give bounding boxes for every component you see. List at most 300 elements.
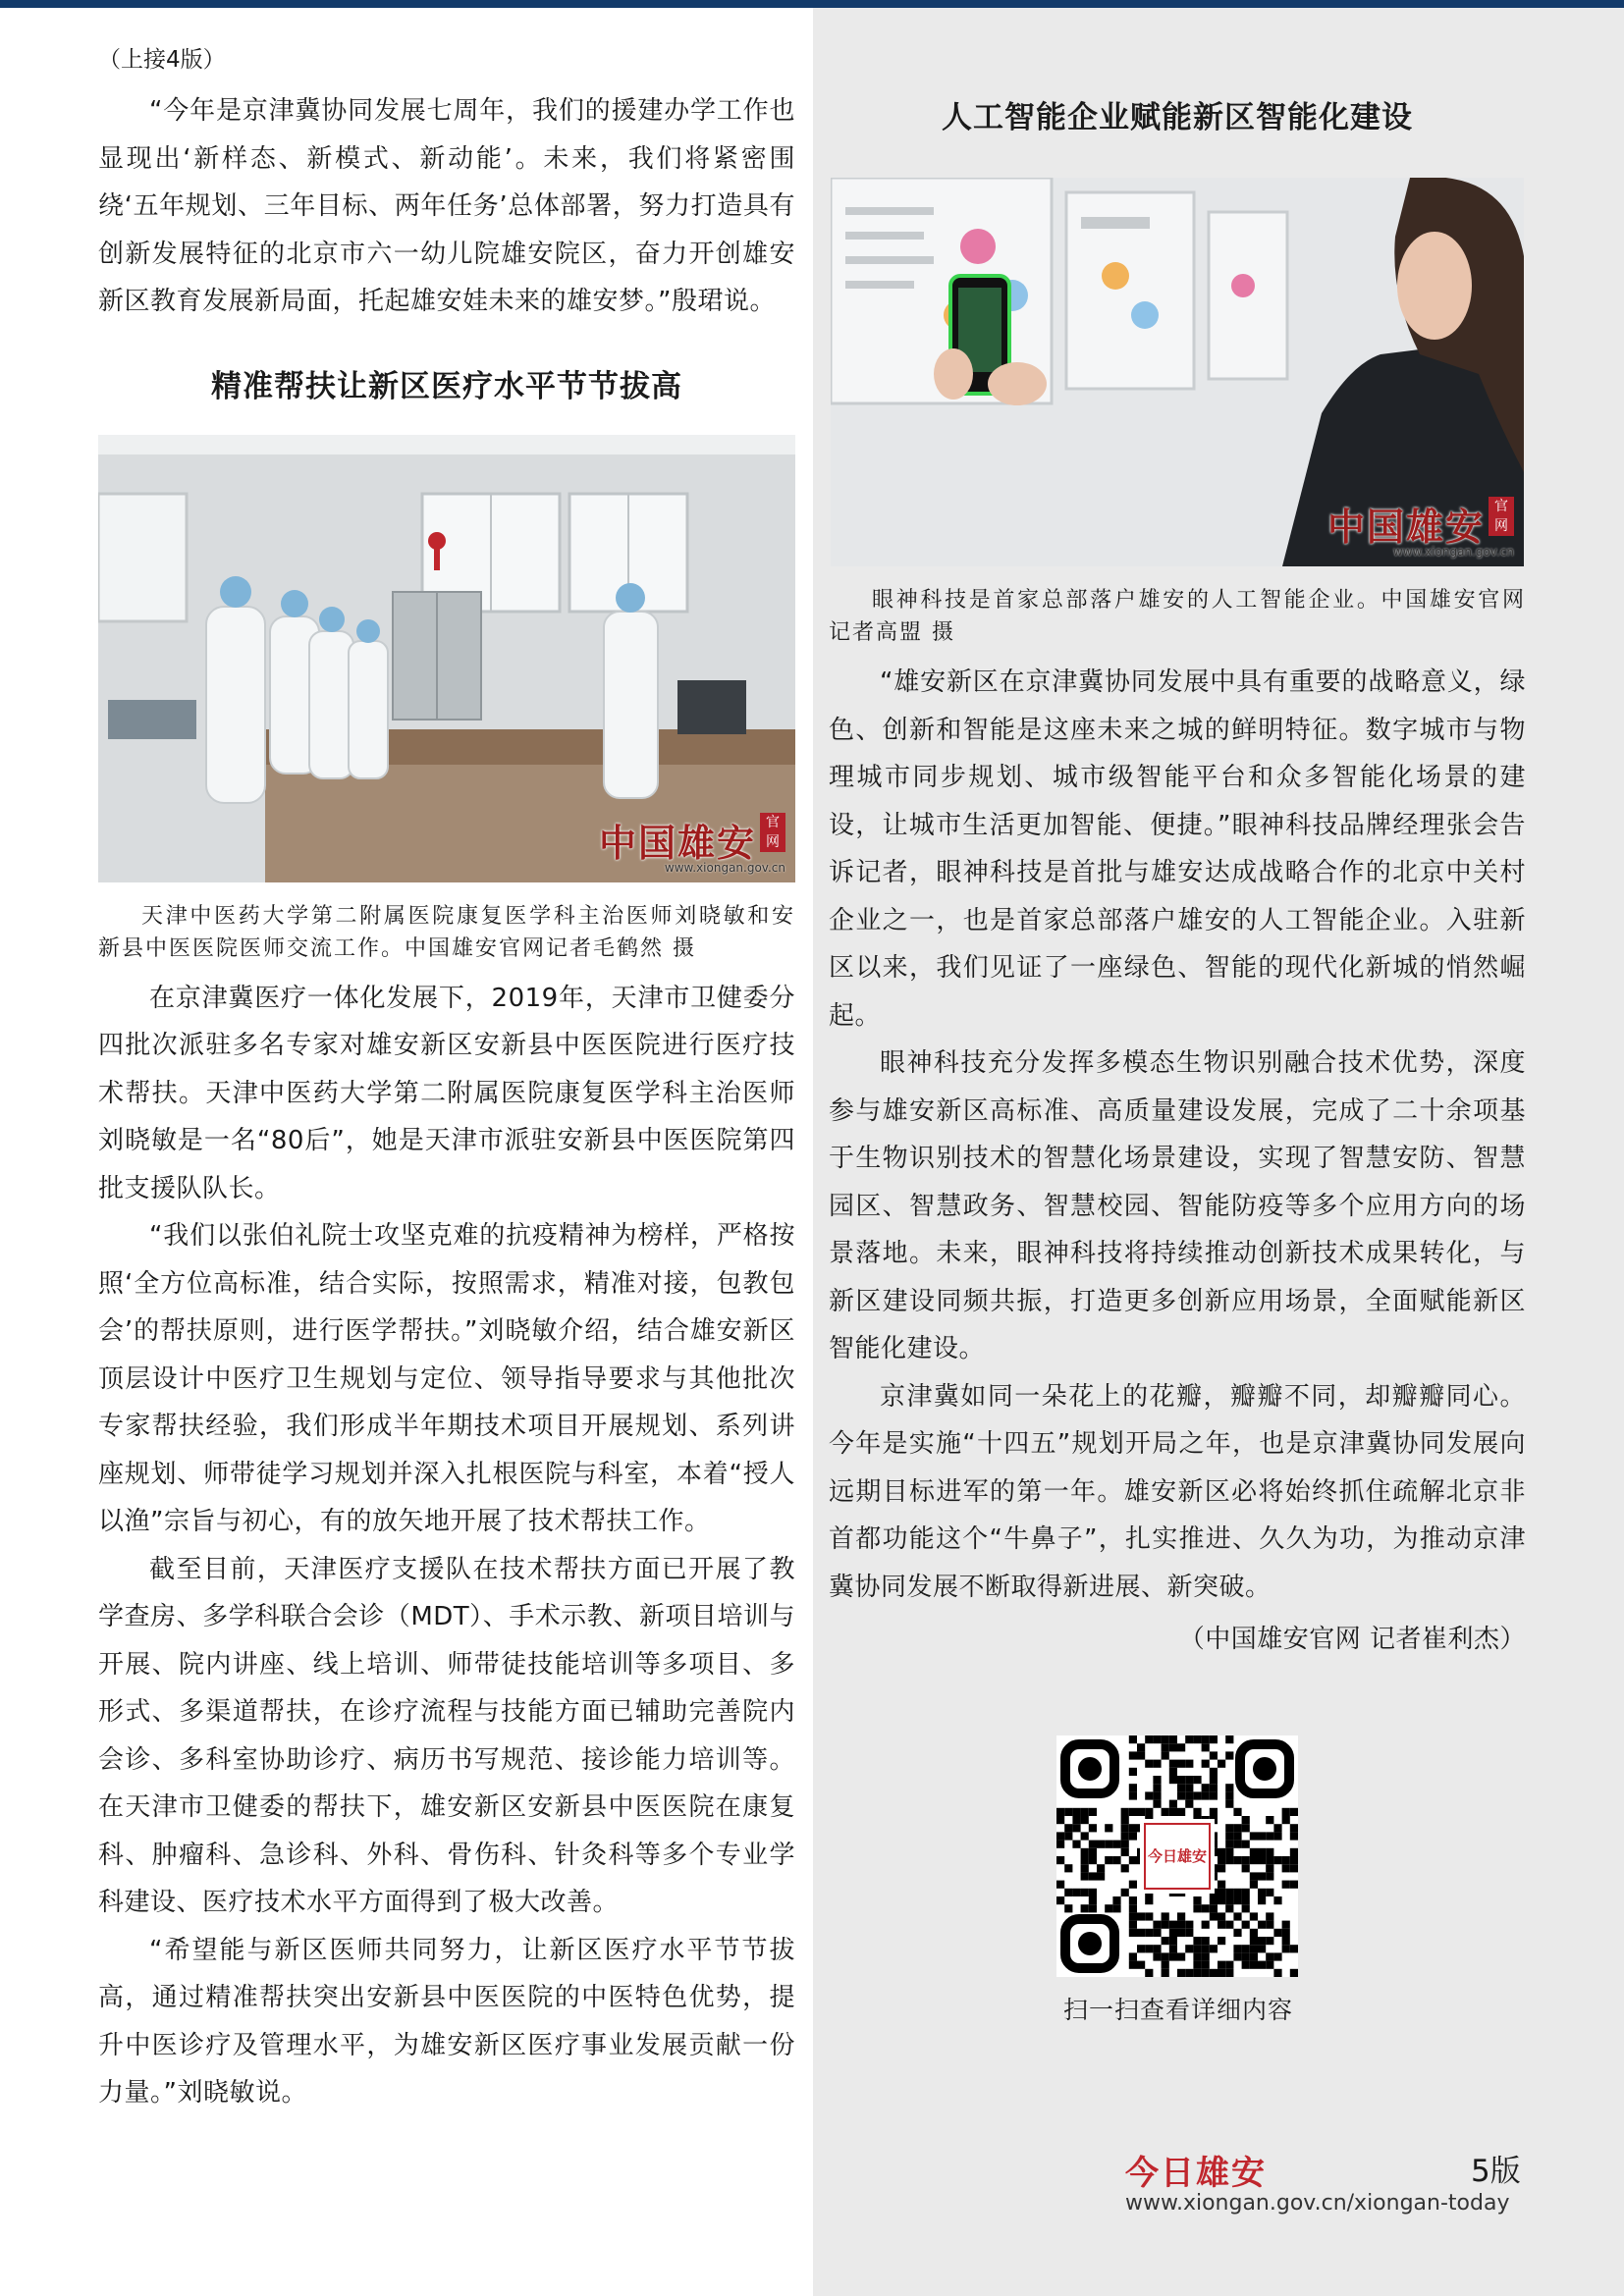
- qr-module: [1193, 1945, 1201, 1952]
- qr-module: [1185, 1945, 1193, 1952]
- qr-module: [1112, 1856, 1120, 1864]
- qr-module: [1169, 1776, 1177, 1784]
- qr-module: [1185, 1800, 1193, 1808]
- qr-module: [1258, 1889, 1266, 1896]
- qr-module: [1290, 1945, 1298, 1952]
- qr-module: [1137, 1808, 1145, 1816]
- qr-module: [1169, 1743, 1177, 1751]
- qr-module: [1089, 1904, 1097, 1912]
- qr-module: [1064, 1864, 1072, 1872]
- qr-module: [1129, 1912, 1137, 1920]
- qr-module: [1089, 1848, 1097, 1856]
- qr-center-text: 今日雄安: [1147, 1847, 1208, 1865]
- qr-module: [1210, 1945, 1218, 1952]
- qr-module: [1225, 1961, 1233, 1969]
- qr-module: [1250, 1952, 1258, 1960]
- watermark-seal: 官网: [760, 813, 785, 852]
- qr-code[interactable]: [1056, 1735, 1298, 1981]
- qr-module: [1129, 1768, 1137, 1776]
- qr-module: [1250, 1929, 1258, 1937]
- qr-module: [1193, 1952, 1201, 1960]
- qr-module: [1290, 1856, 1298, 1864]
- qr-module: [1121, 1889, 1129, 1896]
- qr-module: [1266, 1832, 1273, 1840]
- qr-module: [1290, 1808, 1298, 1816]
- qr-module: [1129, 1921, 1137, 1929]
- qr-module: [1266, 1872, 1273, 1880]
- qr-module: [1137, 1961, 1145, 1969]
- qr-module: [1169, 1760, 1177, 1768]
- qr-module: [1169, 1735, 1177, 1743]
- qr-module: [1273, 1824, 1281, 1832]
- face-recognition-photo: [831, 178, 1524, 566]
- qr-module: [1072, 1841, 1080, 1848]
- qr-module: [1081, 1864, 1089, 1872]
- qr-module: [1185, 1735, 1193, 1743]
- qr-module: [1250, 1872, 1258, 1880]
- qr-module: [1266, 1816, 1273, 1824]
- qr-module: [1210, 1751, 1218, 1759]
- right-column: [829, 29, 1526, 1655]
- qr-module: [1273, 1832, 1281, 1840]
- left-heading: 精准帮扶让新区医疗水平节节拔高: [211, 368, 682, 404]
- qr-module: [1250, 1881, 1258, 1889]
- qr-module: [1242, 1824, 1250, 1832]
- right-photo-caption: 眼神科技是首家总部落户雄安的人工智能企业。中国雄安官网记者高盟 摄: [829, 588, 1526, 645]
- qr-module: [1081, 1904, 1089, 1912]
- qr-module: [1218, 1848, 1225, 1856]
- qr-module: [1129, 1751, 1137, 1759]
- qr-module: [1129, 1896, 1137, 1904]
- qr-module: [1097, 1841, 1105, 1848]
- qr-module: [1242, 1889, 1250, 1896]
- qr-module: [1097, 1864, 1105, 1872]
- qr-module: [1081, 1889, 1089, 1896]
- qr-module: [1266, 1864, 1273, 1872]
- qr-module: [1233, 1824, 1241, 1832]
- qr-module: [1193, 1896, 1201, 1904]
- qr-module: [1145, 1929, 1153, 1937]
- qr-module: [1081, 1808, 1089, 1816]
- qr-module: [1162, 1735, 1169, 1743]
- qr-module: [1081, 1816, 1089, 1824]
- qr-module: [1202, 1969, 1210, 1977]
- qr-module: [1242, 1864, 1250, 1872]
- qr-module: [1202, 1760, 1210, 1768]
- qr-module: [1162, 1961, 1169, 1969]
- right-paragraph-1: “雄安新区在京津冀协同发展中具有重要的战略意义，绿色、创新和智能是这座未来之城的鲜明特征。数字城市与物理城市同步规划、城市级智能平台和众多智能化场景的建设，让城市生活更加智能、便捷。”眼神科技品牌经理张会告诉记者，眼神科技是首批与雄安达成战略合作的北京中关村企业之一，也是首家总部落户雄安的人工智能企业。入驻新区以来，我们见证了一座绿色、智能的现代化新城的悄然崛起。: [829, 667, 1526, 1031]
- qr-module: [1282, 1929, 1290, 1937]
- qr-module: [1137, 1912, 1145, 1920]
- qr-code-graphic: [1056, 1735, 1298, 1977]
- qr-module: [1193, 1791, 1201, 1799]
- qr-module: [1266, 1937, 1273, 1945]
- left-column: [98, 29, 795, 2117]
- qr-module: [1121, 1808, 1129, 1816]
- qr-module: [1225, 1841, 1233, 1848]
- qr-module: [1177, 1791, 1185, 1799]
- qr-module: [1129, 1791, 1137, 1799]
- qr-module: [1105, 1824, 1112, 1832]
- qr-module: [1202, 1904, 1210, 1912]
- qr-module: [1153, 1791, 1161, 1799]
- qr-module: [1185, 1791, 1193, 1799]
- top-bar: [0, 0, 1624, 8]
- right-paragraph-2: 眼神科技充分发挥多模态生物识别融合技术优势，深度参与雄安新区高标准、高质量建设发展，完成了二十余项基于生物识别技术的智慧化场景建设，实现了智慧安防、智慧园区、智慧政务、智慧校园、智能防疫等多个应用方向的场景落地。未来，眼神科技将持续推动创新技术成果转化，与新区建设同频共振，打造更多创新应用场景，全面赋能新区智能化建设。: [829, 1048, 1526, 1363]
- qr-module: [1145, 1912, 1153, 1920]
- qr-module: [1266, 1961, 1273, 1969]
- watermark-url: www.xiongan.gov.cn: [1392, 545, 1514, 559]
- qr-module: [1282, 1856, 1290, 1864]
- qr-module: [1225, 1751, 1233, 1759]
- qr-module: [1072, 1808, 1080, 1816]
- qr-module: [1145, 1791, 1153, 1799]
- qr-module: [1081, 1832, 1089, 1840]
- qr-module: [1233, 1832, 1241, 1840]
- qr-module: [1177, 1952, 1185, 1960]
- qr-module: [1242, 1816, 1250, 1824]
- qr-module: [1202, 1945, 1210, 1952]
- continued-note: （上接4版）: [98, 47, 226, 73]
- qr-module: [1202, 1921, 1210, 1929]
- qr-module: [1121, 1816, 1129, 1824]
- qr-module: [1242, 1896, 1250, 1904]
- qr-module: [1233, 1856, 1241, 1864]
- qr-module: [1129, 1808, 1137, 1816]
- qr-module: [1056, 1841, 1064, 1848]
- left-paragraph-2: “我们以张伯礼院士攻坚克难的抗疫精神为榜样，严格按照‘全方位高标准，结合实际，按照需求，精准对接，包教包会’的帮扶原则，进行医学帮扶。”刘晓敏介绍，结合雄安新区顶层设计中医疗卫生规划与定位、领导指导要求与其他批次专家帮扶经验，我们形成半年期技术项目开展规划、系列讲座规划、师带徒学习规划并深入扎根医院与科室，本着“授人以渔”宗旨与初心，有的放矢地开展了技术帮扶工作。: [98, 1221, 795, 1536]
- qr-module: [1193, 1969, 1201, 1977]
- qr-module: [1137, 1945, 1145, 1952]
- qr-module: [1169, 1937, 1177, 1945]
- qr-module: [1081, 1856, 1089, 1864]
- qr-module: [1169, 1800, 1177, 1808]
- qr-module: [1129, 1961, 1137, 1969]
- qr-module: [1210, 1735, 1218, 1743]
- qr-module: [1225, 1856, 1233, 1864]
- qr-module: [1129, 1952, 1137, 1960]
- qr-module: [1153, 1760, 1161, 1768]
- qr-module: [1169, 1768, 1177, 1776]
- qr-module: [1273, 1856, 1281, 1864]
- qr-module: [1273, 1896, 1281, 1904]
- qr-module: [1202, 1961, 1210, 1969]
- qr-module: [1193, 1904, 1201, 1912]
- qr-module: [1233, 1808, 1241, 1816]
- qr-module: [1258, 1896, 1266, 1904]
- qr-module: [1202, 1937, 1210, 1945]
- hospital-photo: [98, 435, 795, 882]
- qr-module: [1218, 1921, 1225, 1929]
- qr-module: [1177, 1776, 1185, 1784]
- qr-module: [1153, 1929, 1161, 1937]
- qr-module: [1162, 1912, 1169, 1920]
- qr-module: [1210, 1776, 1218, 1784]
- qr-module: [1290, 1881, 1298, 1889]
- qr-module: [1169, 1808, 1177, 1816]
- qr-module: [1233, 1945, 1241, 1952]
- qr-module: [1218, 1961, 1225, 1969]
- qr-module: [1266, 1889, 1273, 1896]
- qr-module: [1162, 1952, 1169, 1960]
- qr-module: [1282, 1937, 1290, 1945]
- qr-module: [1210, 1896, 1218, 1904]
- qr-module: [1210, 1768, 1218, 1776]
- qr-module: [1089, 1896, 1097, 1904]
- qr-module: [1105, 1904, 1112, 1912]
- qr-module: [1233, 1912, 1241, 1920]
- qr-module: [1121, 1824, 1129, 1832]
- left-paragraph-3: 截至目前，天津医疗支援队在技术帮扶方面已开展了教学查房、多学科联合会诊（MDT）、手术示教、新项目培训与开展、院内讲座、线上培训、师带徒技能培训等多项目、多形式、多渠道帮扶，在诊疗流程与技能方面已辅助完善院内会诊、多科室协助诊疗、病历书写规范、接诊能力培训等。在天津市卫健委的帮扶下，雄安新区安新县中医医院在康复科、肿瘤科、急诊科、外科、骨伤科、针灸科等多个专业学科建设、医疗技术水平方面得到了极大改善。: [98, 1554, 795, 1917]
- qr-module: [1153, 1784, 1161, 1791]
- qr-module: [1193, 1776, 1201, 1784]
- intro-paragraph: “今年是京津冀协同发展七周年，我们的援建办学工作也显现出‘新样态、新模式、新动能’。未来，我们将紧密围绕‘五年规划、三年目标、两年任务’总体部署，努力打造具有创新发展特征的北京市六一幼儿院雄安院区，奋力开创雄安新区教育发展新局面，托起雄安娃未来的雄安梦。”殷珺说。: [98, 96, 795, 316]
- qr-module: [1218, 1912, 1225, 1920]
- qr-module: [1105, 1841, 1112, 1848]
- qr-module: [1064, 1832, 1072, 1840]
- qr-module: [1056, 1881, 1064, 1889]
- qr-module: [1242, 1904, 1250, 1912]
- qr-module: [1258, 1856, 1266, 1864]
- qr-module: [1242, 1841, 1250, 1848]
- qr-module: [1056, 1816, 1064, 1824]
- qr-module: [1177, 1808, 1185, 1816]
- right-paragraph-3: 京津冀如同一朵花上的花瓣，瓣瓣不同，却瓣瓣同心。今年是实施“十四五”规划开局之年，也是京津冀协同发展向远期目标进军的第一年。雄安新区必将始终抓住疏解北京非首都功能这个“牛鼻子”，扎实推进、久久为功，为推动京津冀协同发展不断取得新进展、新突破。: [829, 1381, 1526, 1602]
- qr-module: [1218, 1969, 1225, 1977]
- byline: （中国雄安官网 记者崔利杰）: [1178, 1625, 1526, 1654]
- qr-module: [1072, 1889, 1080, 1896]
- qr-module: [1210, 1912, 1218, 1920]
- qr-module: [1242, 1921, 1250, 1929]
- qr-module: [1266, 1848, 1273, 1856]
- qr-module: [1225, 1904, 1233, 1912]
- qr-label: 扫一扫查看详细内容: [1062, 1996, 1293, 2024]
- qr-module: [1129, 1735, 1137, 1743]
- qr-module: [1121, 1832, 1129, 1840]
- qr-module: [1129, 1881, 1137, 1889]
- qr-module: [1202, 1784, 1210, 1791]
- qr-module: [1225, 1921, 1233, 1929]
- qr-module: [1112, 1904, 1120, 1912]
- qr-module: [1162, 1969, 1169, 1977]
- qr-module: [1218, 1889, 1225, 1896]
- qr-module: [1202, 1952, 1210, 1960]
- qr-module: [1169, 1921, 1177, 1929]
- qr-module: [1258, 1961, 1266, 1969]
- qr-module: [1056, 1808, 1064, 1816]
- qr-module: [1193, 1961, 1201, 1969]
- left-photo-caption: 天津中医药大学第二附属医院康复医学科主治医师刘晓敏和安新县中医医院医师交流工作。中国雄安官网记者毛鹤然 摄: [98, 903, 795, 961]
- qr-module: [1112, 1841, 1120, 1848]
- qr-module: [1266, 1952, 1273, 1960]
- qr-module: [1210, 1969, 1218, 1977]
- qr-module: [1266, 1912, 1273, 1920]
- qr-module: [1081, 1872, 1089, 1880]
- qr-module: [1202, 1735, 1210, 1743]
- qr-module: [1112, 1896, 1120, 1904]
- qr-module: [1242, 1856, 1250, 1864]
- qr-module: [1177, 1969, 1185, 1977]
- right-heading: 人工智能企业赋能新区智能化建设: [942, 100, 1413, 135]
- qr-module: [1121, 1864, 1129, 1872]
- qr-module: [1177, 1760, 1185, 1768]
- qr-module: [1210, 1784, 1218, 1791]
- qr-module: [1258, 1848, 1266, 1856]
- qr-module: [1225, 1800, 1233, 1808]
- qr-module: [1153, 1921, 1161, 1929]
- qr-module: [1242, 1945, 1250, 1952]
- qr-module: [1129, 1856, 1137, 1864]
- qr-module: [1185, 1929, 1193, 1937]
- qr-module: [1225, 1735, 1233, 1743]
- footer-url[interactable]: www.xiongan.gov.cn/xiongan-today: [1125, 2191, 1510, 2216]
- footer-brand: 今日雄安: [1125, 2154, 1267, 2193]
- qr-module: [1056, 1856, 1064, 1864]
- qr-module: [1121, 1848, 1129, 1856]
- watermark-text: 中国雄安: [598, 820, 756, 865]
- qr-module: [1250, 1945, 1258, 1952]
- qr-module: [1282, 1921, 1290, 1929]
- qr-module: [1137, 1743, 1145, 1751]
- left-paragraph-4: “希望能与新区医师共同努力，让新区医疗水平节节拔高，通过精准帮扶突出安新县中医医院的中医特色优势，提升中医诊疗及管理水平，为雄安新区医疗事业发展贡献一份力量。”刘晓敏说。: [98, 1935, 795, 2108]
- qr-module: [1290, 1969, 1298, 1977]
- qr-module: [1185, 1776, 1193, 1784]
- qr-module: [1129, 1832, 1137, 1840]
- qr-module: [1210, 1808, 1218, 1816]
- qr-module: [1137, 1751, 1145, 1759]
- qr-module: [1290, 1824, 1298, 1832]
- qr-module: [1105, 1856, 1112, 1864]
- qr-module: [1258, 1872, 1266, 1880]
- qr-module: [1153, 1735, 1161, 1743]
- qr-module: [1290, 1848, 1298, 1856]
- qr-module: [1153, 1945, 1161, 1952]
- qr-module: [1242, 1961, 1250, 1969]
- watermark: [599, 813, 785, 875]
- qr-module: [1089, 1808, 1097, 1816]
- qr-module: [1233, 1952, 1241, 1960]
- qr-module: [1169, 1945, 1177, 1952]
- qr-module: [1162, 1751, 1169, 1759]
- qr-module: [1225, 1832, 1233, 1840]
- qr-module: [1129, 1784, 1137, 1791]
- qr-module: [1153, 1952, 1161, 1960]
- qr-module: [1129, 1824, 1137, 1832]
- qr-module: [1145, 1945, 1153, 1952]
- qr-module: [1273, 1952, 1281, 1960]
- qr-module: [1081, 1848, 1089, 1856]
- qr-module: [1218, 1881, 1225, 1889]
- qr-module: [1250, 1848, 1258, 1856]
- qr-module: [1282, 1881, 1290, 1889]
- qr-module: [1225, 1784, 1233, 1791]
- qr-module: [1162, 1808, 1169, 1816]
- qr-module: [1225, 1889, 1233, 1896]
- qr-module: [1177, 1921, 1185, 1929]
- qr-module: [1121, 1841, 1129, 1848]
- qr-module: [1210, 1904, 1218, 1912]
- qr-module: [1250, 1856, 1258, 1864]
- qr-module: [1137, 1929, 1145, 1937]
- qr-module: [1072, 1816, 1080, 1824]
- qr-module: [1056, 1832, 1064, 1840]
- qr-module: [1218, 1864, 1225, 1872]
- qr-module: [1145, 1896, 1153, 1904]
- qr-module: [1177, 1912, 1185, 1920]
- qr-module: [1185, 1760, 1193, 1768]
- qr-module: [1202, 1791, 1210, 1799]
- qr-module: [1072, 1824, 1080, 1832]
- qr-module: [1233, 1929, 1241, 1937]
- qr-module: [1266, 1921, 1273, 1929]
- qr-module: [1218, 1937, 1225, 1945]
- qr-module: [1210, 1791, 1218, 1799]
- qr-module: [1290, 1864, 1298, 1872]
- watermark-seal: 官网: [1489, 497, 1514, 536]
- qr-module: [1193, 1735, 1201, 1743]
- qr-module: [1218, 1856, 1225, 1864]
- qr-module: [1250, 1912, 1258, 1920]
- qr-module: [1169, 1952, 1177, 1960]
- qr-module: [1218, 1760, 1225, 1768]
- qr-module: [1250, 1937, 1258, 1945]
- qr-module: [1242, 1952, 1250, 1960]
- qr-module: [1089, 1824, 1097, 1832]
- qr-module: [1162, 1743, 1169, 1751]
- qr-module: [1145, 1969, 1153, 1977]
- qr-module: [1089, 1872, 1097, 1880]
- qr-module: [1056, 1896, 1064, 1904]
- qr-module: [1153, 1776, 1161, 1784]
- qr-module: [1089, 1889, 1097, 1896]
- qr-module: [1177, 1929, 1185, 1937]
- qr-module: [1177, 1743, 1185, 1751]
- qr-module: [1282, 1945, 1290, 1952]
- qr-module: [1225, 1969, 1233, 1977]
- qr-module: [1202, 1743, 1210, 1751]
- qr-module: [1258, 1832, 1266, 1840]
- qr-module: [1282, 1864, 1290, 1872]
- qr-module: [1177, 1784, 1185, 1791]
- qr-module: [1185, 1969, 1193, 1977]
- qr-module: [1064, 1889, 1072, 1896]
- qr-module: [1145, 1808, 1153, 1816]
- qr-module: [1064, 1824, 1072, 1832]
- qr-module: [1282, 1808, 1290, 1816]
- qr-module: [1162, 1921, 1169, 1929]
- qr-module: [1266, 1856, 1273, 1864]
- qr-module: [1089, 1841, 1097, 1848]
- qr-module: [1064, 1808, 1072, 1816]
- qr-module: [1185, 1784, 1193, 1791]
- qr-module: [1089, 1856, 1097, 1864]
- qr-module: [1193, 1808, 1201, 1816]
- watermark-url: www.xiongan.gov.cn: [664, 860, 785, 875]
- qr-module: [1145, 1760, 1153, 1768]
- qr-module: [1145, 1735, 1153, 1743]
- qr-module: [1290, 1832, 1298, 1840]
- qr-module: [1258, 1921, 1266, 1929]
- watermark: [1327, 497, 1514, 559]
- qr-module: [1225, 1896, 1233, 1904]
- qr-module: [1129, 1929, 1137, 1937]
- qr-module: [1153, 1800, 1161, 1808]
- qr-module: [1185, 1921, 1193, 1929]
- qr-module: [1097, 1872, 1105, 1880]
- qr-module: [1162, 1937, 1169, 1945]
- qr-module: [1193, 1937, 1201, 1945]
- qr-module: [1250, 1832, 1258, 1840]
